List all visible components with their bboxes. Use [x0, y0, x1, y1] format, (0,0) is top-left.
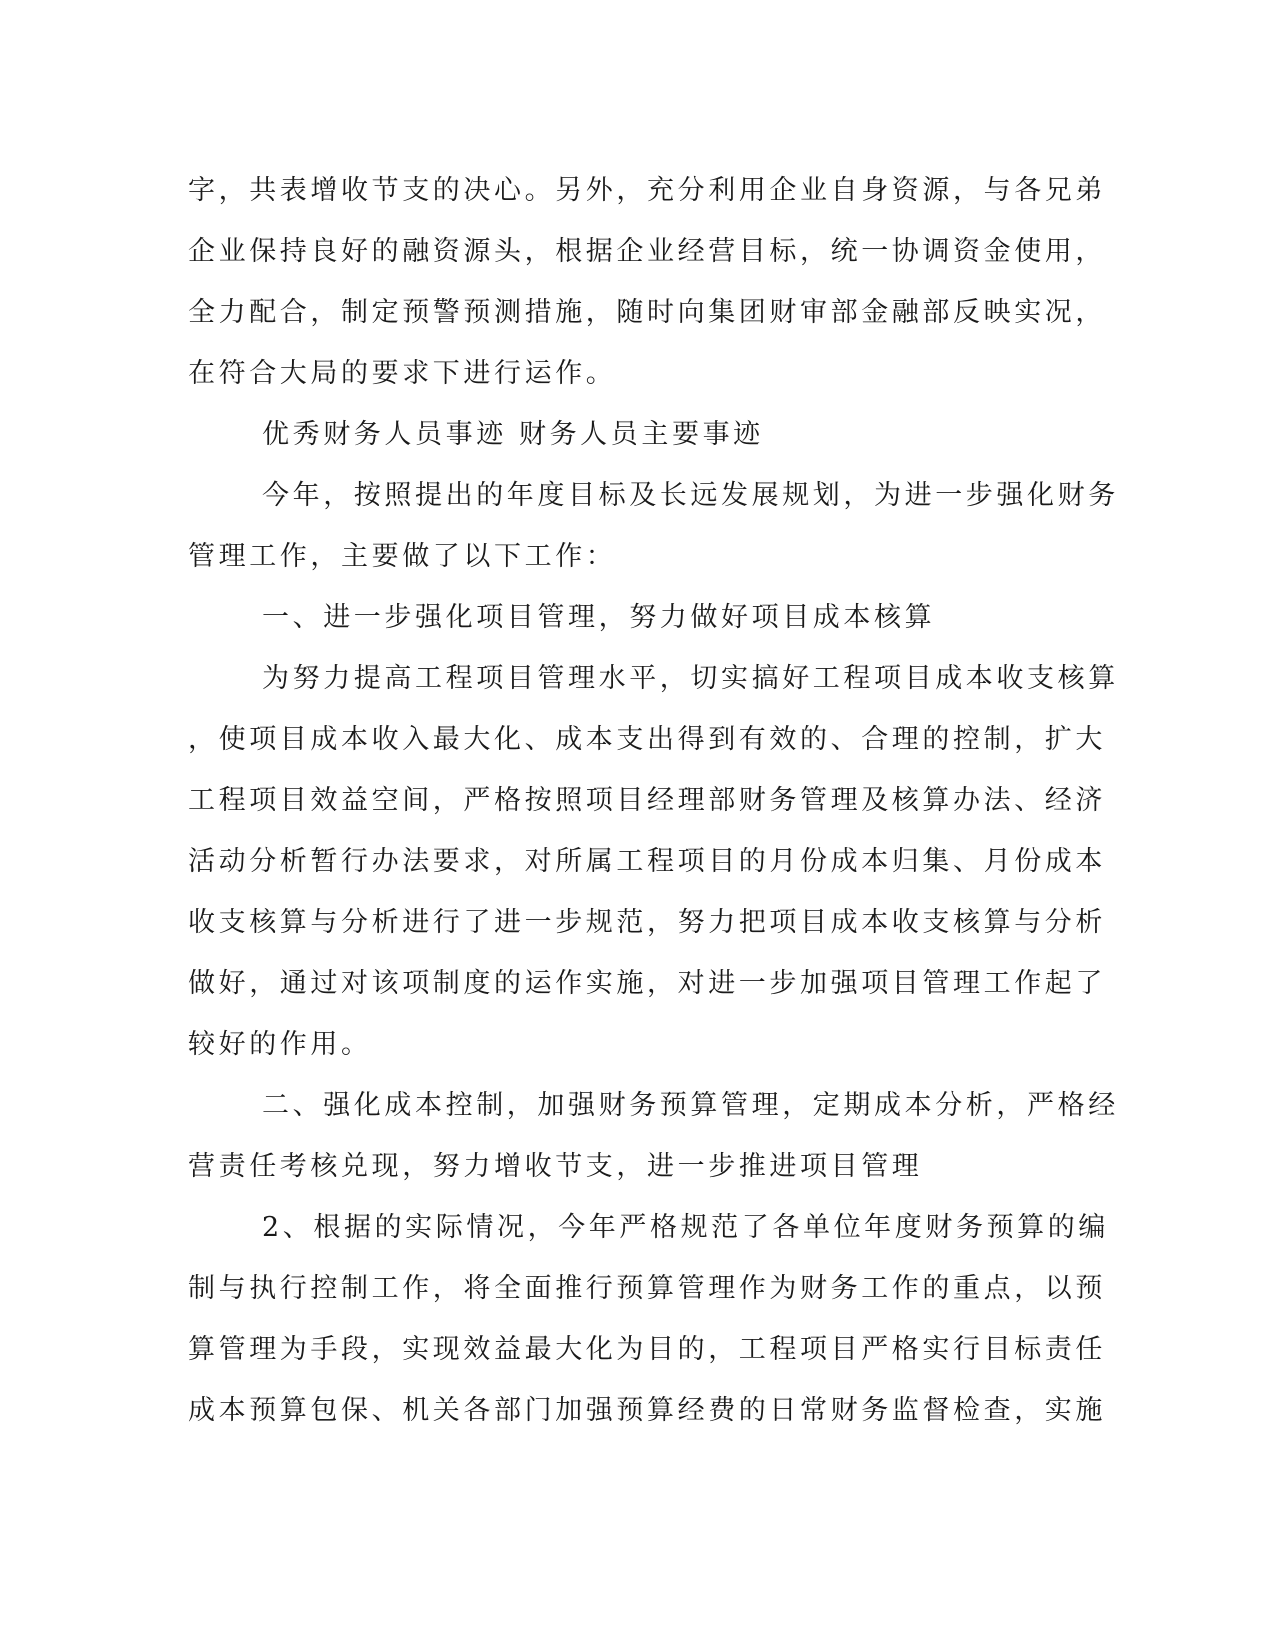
text-line: 活动分析暂行办法要求，对所属工程项目的月份成本归集、月份成本: [188, 846, 1106, 877]
text-line: 在符合大局的要求下进行运作。: [188, 358, 617, 389]
text-line: 管理工作，主要做了以下工作：: [188, 541, 617, 572]
text-line: 成本预算包保、机关各部门加强预算经费的日常财务监督检查，实施: [188, 1395, 1106, 1426]
text-line: 营责任考核兑现，努力增收节支，进一步推进项目管理: [188, 1151, 923, 1182]
text-line: 做好，通过对该项制度的运作实施，对进一步加强项目管理工作起了: [188, 968, 1106, 999]
text-line: ，使项目成本收入最大化、成本支出得到有效的、合理的控制，扩大: [188, 724, 1106, 755]
body-text: [188, 160, 1119, 1441]
section-heading: 优秀财务人员事迹 财务人员主要事迹: [262, 419, 764, 450]
section-heading: 一、进一步强化项目管理，努力做好项目成本核算: [262, 602, 936, 633]
text-line: 企业保持良好的融资源头，根据企业经营目标，统一协调资金使用，: [188, 236, 1106, 267]
text-line: 工程项目效益空间，严格按照项目经理部财务管理及核算办法、经济: [188, 785, 1106, 816]
text-line: 较好的作用。: [188, 1029, 372, 1060]
text-line: 收支核算与分析进行了进一步规范，努力把项目成本收支核算与分析: [188, 907, 1106, 938]
text-line: 2、根据的实际情况，今年严格规范了各单位年度财务预算的编: [262, 1212, 1109, 1243]
text-line: 算管理为手段，实现效益最大化为目的，工程项目严格实行目标责任: [188, 1334, 1106, 1365]
text-line: 今年，按照提出的年度目标及长远发展规划，为进一步强化财务: [262, 480, 1119, 511]
text-line: 全力配合，制定预警预测措施，随时向集团财审部金融部反映实况，: [188, 297, 1106, 328]
section-heading: 二、强化成本控制，加强财务预算管理，定期成本分析，严格经: [262, 1090, 1119, 1121]
text-line: 制与执行控制工作，将全面推行预算管理作为财务工作的重点，以预: [188, 1273, 1106, 1304]
text-line: 为努力提高工程项目管理水平，切实搞好工程项目成本收支核算: [262, 663, 1119, 694]
text-line: 字，共表增收节支的决心。另外，充分利用企业自身资源，与各兄弟: [188, 175, 1106, 206]
